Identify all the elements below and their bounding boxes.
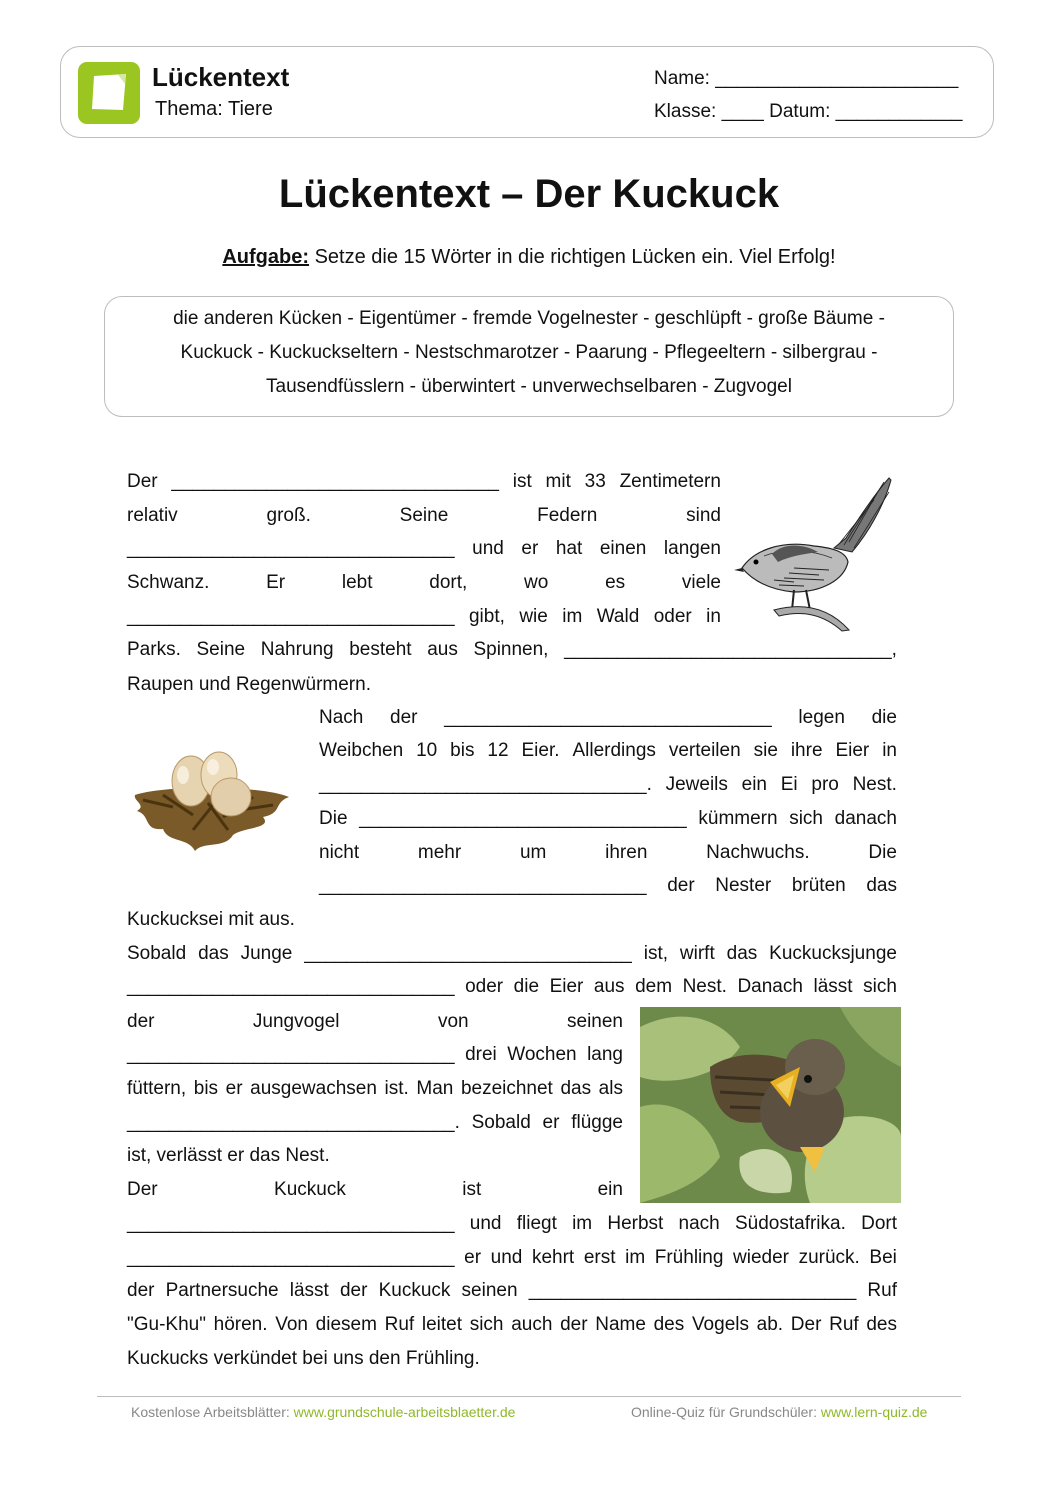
text-line <box>127 975 897 999</box>
text-word: Die <box>868 842 897 863</box>
text-word: relativ <box>127 505 178 526</box>
text-word: Er <box>266 572 286 593</box>
worksheet-logo-icon <box>78 62 140 124</box>
text-line <box>127 571 721 595</box>
text-word: mit <box>545 471 571 492</box>
text-word: Seine <box>399 505 449 526</box>
answer-blank[interactable]: _______________________________ <box>444 707 772 728</box>
text-word: Dort <box>861 1213 897 1234</box>
text-word: im <box>625 1247 646 1268</box>
text-word: Weibchen <box>319 740 404 761</box>
text-word: er <box>464 1247 482 1268</box>
text-word: sie <box>753 740 778 761</box>
text-word: ausgewachsen <box>250 1078 377 1099</box>
text-word: Spinnen, <box>473 639 549 660</box>
text-word: der <box>560 1314 588 1335</box>
answer-blank[interactable]: _______________________________, <box>564 639 897 660</box>
text-word: von <box>437 1011 469 1032</box>
text-word: zurück. <box>798 1247 860 1268</box>
footer-right <box>631 1404 927 1420</box>
text-word: als <box>598 1078 623 1099</box>
footer-divider <box>97 1396 961 1397</box>
word-bank-line: Kuckuck - Kuckuckseltern - Nestschmarotzer - Paarung - Pflegeeltern - silbergrau - <box>180 342 878 363</box>
text-word: im <box>562 606 583 627</box>
answer-blank[interactable]: _______________________________ <box>319 875 647 896</box>
text-word: Bei <box>869 1247 897 1268</box>
text-word: 33 <box>584 471 606 492</box>
text-word: er <box>225 1078 243 1099</box>
text-word: bis <box>193 1078 219 1099</box>
text-word: ein <box>597 1179 623 1200</box>
answer-blank[interactable]: _______________________________ <box>528 1280 857 1301</box>
text-word: nicht <box>319 842 360 863</box>
text-word: auch <box>511 1314 553 1335</box>
text-word: die <box>871 707 897 728</box>
text-line: Kuckucksei mit aus. <box>127 909 295 930</box>
text-word: lässt <box>813 976 853 997</box>
text-word: wie <box>519 606 548 627</box>
text-word: sind <box>686 505 721 526</box>
text-word: Von <box>275 1314 308 1335</box>
text-line <box>127 605 721 629</box>
answer-blank[interactable]: _______________________________ <box>127 606 455 627</box>
text-word: Nahrung <box>260 639 334 660</box>
text-word: bezeichnet <box>460 1078 553 1099</box>
text-word: Ruf <box>829 1314 859 1335</box>
text-word: lässt <box>289 1280 329 1301</box>
text-word: Vogels <box>691 1314 749 1335</box>
text-word: pro <box>811 774 839 795</box>
text-word: das <box>198 943 229 964</box>
text-word: ein <box>741 774 767 795</box>
text-word: Nest. <box>682 976 727 997</box>
text-word: und <box>469 1213 502 1234</box>
text-word: Schwanz. <box>127 572 210 593</box>
text-word: ist <box>512 471 532 492</box>
text-word: Wald <box>596 606 640 627</box>
text-word: das <box>560 1078 592 1099</box>
text-word: Zentimetern <box>619 471 721 492</box>
text-word: Die <box>319 808 348 829</box>
text-word: Sobald <box>471 1112 531 1133</box>
text-word: verteilen <box>668 740 741 761</box>
text-word: kehrt <box>531 1247 575 1268</box>
text-word: groß. <box>266 505 311 526</box>
text-word: Jeweils <box>665 774 728 795</box>
text-word: wo <box>524 572 549 593</box>
text-line <box>319 807 897 831</box>
text-word: Jungvogel <box>252 1011 340 1032</box>
text-word: legen <box>798 707 845 728</box>
answer-blank[interactable]: _______________________________ <box>171 471 499 492</box>
answer-blank[interactable]: _______________________________. <box>319 774 652 795</box>
answer-blank[interactable]: _______________________________ <box>127 1044 455 1065</box>
text-word: Seine <box>196 639 246 660</box>
text-word: 12 <box>487 740 509 761</box>
text-word: Herbst <box>607 1213 664 1234</box>
text-word: flügge <box>571 1112 623 1133</box>
text-word: Nest. <box>852 774 897 795</box>
text-word: drei <box>465 1044 497 1065</box>
text-word: Danach <box>737 976 803 997</box>
text-word: Parks. <box>127 639 181 660</box>
text-word: lebt <box>341 572 373 593</box>
name-field[interactable]: Name: _______________________ <box>654 68 959 89</box>
text-word: um <box>519 842 547 863</box>
text-word: die <box>513 976 540 997</box>
text-word: Eier <box>835 740 870 761</box>
text-word: aus <box>593 976 625 997</box>
text-word: aus <box>427 639 458 660</box>
text-line: ist, verlässt er das Nest. <box>127 1145 330 1166</box>
text-word: sich <box>789 808 823 829</box>
text-word: langen <box>663 538 721 559</box>
text-word: Man <box>416 1078 454 1099</box>
text-word: ist <box>462 1179 482 1200</box>
text-word: sich <box>469 1314 504 1335</box>
text-word: Name <box>595 1314 646 1335</box>
text-word: Partnersuche <box>165 1280 279 1301</box>
text-word: wirft <box>679 943 715 964</box>
word-bank-line: die anderen Kücken - Eigentümer - fremde Vogelnester - geschlüpft - große Bäume - <box>173 308 885 329</box>
footer-left-label: Kostenlose Arbeitsblätter: <box>131 1404 294 1420</box>
text-word: Eier <box>549 976 584 997</box>
text-word: "Gu-Khu" <box>127 1314 206 1335</box>
text-line: Raupen und Regenwürmern. <box>127 674 371 695</box>
text-word: nach <box>678 1213 720 1234</box>
text-word: Frühling <box>654 1247 724 1268</box>
text-word: füttern, <box>127 1078 187 1099</box>
text-word: Der <box>127 1179 158 1200</box>
text-word: oder <box>653 606 692 627</box>
text-word: Ruf <box>867 1280 897 1301</box>
answer-blank[interactable]: _______________________________ <box>127 1213 455 1234</box>
text-word: Der <box>790 1314 822 1335</box>
text-line <box>127 537 721 561</box>
text-line <box>127 1313 897 1337</box>
text-word: danach <box>834 808 897 829</box>
text-word: Sobald <box>127 943 187 964</box>
text-word: und <box>490 1247 523 1268</box>
text-word: im <box>572 1213 593 1234</box>
text-word: Eier. <box>521 740 560 761</box>
text-word: 10 <box>416 740 438 761</box>
text-line <box>127 942 897 966</box>
text-word: Federn <box>537 505 598 526</box>
text-word: der <box>390 707 418 728</box>
text-word: lang <box>587 1044 623 1065</box>
cuckoo-bird-illustration <box>734 470 894 632</box>
text-word: Allerdings <box>572 740 656 761</box>
text-word: mehr <box>417 842 462 863</box>
text-word: Nachwuchs. <box>706 842 810 863</box>
text-word: Ruf <box>384 1314 415 1335</box>
nest-with-eggs-illustration <box>133 745 291 855</box>
text-word: Ei <box>780 774 798 795</box>
text-word: diesem <box>315 1314 377 1335</box>
text-word: Wochen <box>507 1044 577 1065</box>
text-word: seinen <box>461 1280 518 1301</box>
text-line <box>127 1212 897 1236</box>
text-line <box>127 470 721 494</box>
page-title: Lückentext – Der Kuckuck <box>278 172 780 216</box>
task-label: Aufgabe: <box>222 246 310 268</box>
text-word: Junge <box>240 943 293 964</box>
text-word: hat <box>555 538 583 559</box>
text-line <box>319 773 897 797</box>
footer-left-link[interactable]: www.grundschule-arbeitsblaetter.de <box>293 1404 516 1420</box>
text-word: dem <box>635 976 673 997</box>
text-word: ist. <box>384 1078 409 1099</box>
text-word: ist, <box>643 943 669 964</box>
text-word: Kuckuck <box>378 1280 451 1301</box>
text-word: bis <box>450 740 475 761</box>
text-word: wieder <box>733 1247 789 1268</box>
task-text: Setze die 15 Wörter in die richtigen Lücken ein. Viel Erfolg! <box>309 246 836 268</box>
text-word: sich <box>863 976 897 997</box>
text-word: der <box>339 1280 368 1301</box>
text-word: ihre <box>790 740 823 761</box>
text-line <box>127 504 721 528</box>
text-word: in <box>706 606 721 627</box>
footer-left <box>131 1404 515 1420</box>
text-line <box>127 1077 623 1101</box>
text-word: Kuckucksjunge <box>769 943 897 964</box>
answer-blank[interactable]: _______________________________ <box>127 1247 455 1268</box>
footer-right-link[interactable]: www.lern-quiz.de <box>820 1404 928 1420</box>
text-word: der <box>127 1011 155 1032</box>
text-line <box>127 1246 897 1270</box>
text-word: viele <box>681 572 721 593</box>
answer-blank[interactable]: _______________________________ <box>127 538 455 559</box>
text-line <box>127 1043 623 1067</box>
text-word: kümmern <box>698 808 778 829</box>
text-line <box>319 706 897 730</box>
text-word: Der <box>127 471 158 492</box>
text-line <box>127 1010 623 1034</box>
text-word: Kuckuck <box>274 1179 346 1200</box>
text-line: Kuckucks verkündet bei uns den Frühling. <box>127 1348 480 1369</box>
text-line <box>319 739 897 763</box>
text-word: brüten <box>791 875 846 896</box>
text-line <box>319 874 897 898</box>
text-word: des <box>653 1314 685 1335</box>
text-line <box>127 1279 897 1303</box>
text-word: erst <box>583 1247 616 1268</box>
answer-blank[interactable]: _______________________________ <box>127 976 455 997</box>
text-word: Nester <box>715 875 772 896</box>
text-word: das <box>866 875 897 896</box>
text-word: fliegt <box>516 1213 557 1234</box>
text-line <box>127 1178 623 1202</box>
header-title: Lückentext <box>152 62 290 92</box>
footer-right-label: Online-Quiz für Grundschüler: <box>631 1404 821 1420</box>
text-word: in <box>882 740 897 761</box>
text-word: und <box>472 538 504 559</box>
text-word: er <box>542 1112 560 1133</box>
text-line <box>127 1111 623 1135</box>
text-line <box>319 841 897 865</box>
text-word: das <box>726 943 758 964</box>
text-word: hören. <box>213 1314 268 1335</box>
text-word: der <box>127 1280 155 1301</box>
word-bank-line: Tausendfüsslern - überwintert - unverwechselbaren - Zugvogel <box>266 376 792 397</box>
text-word: es <box>605 572 626 593</box>
class-date-field[interactable]: Klasse: ____ Datum: ____________ <box>654 101 963 122</box>
text-word: einen <box>599 538 647 559</box>
text-word: der <box>667 875 695 896</box>
answer-blank[interactable]: _______________________________ <box>304 943 632 964</box>
task-instruction <box>0 246 1058 269</box>
text-word: besteht <box>349 639 412 660</box>
text-word: Südostafrika. <box>734 1213 846 1234</box>
text-word: gibt, <box>468 606 505 627</box>
text-line <box>127 638 897 662</box>
text-word: Nach <box>319 707 364 728</box>
answer-blank[interactable]: _______________________________ <box>359 808 687 829</box>
text-word: ihren <box>605 842 648 863</box>
text-word: er <box>521 538 539 559</box>
cuckoo-chick-photo <box>640 1007 901 1203</box>
text-word: leitet <box>421 1314 463 1335</box>
answer-blank[interactable]: _______________________________. <box>127 1112 460 1133</box>
text-word: oder <box>465 976 504 997</box>
text-word: ab. <box>756 1314 784 1335</box>
header-theme: Thema: Tiere <box>155 98 273 120</box>
text-word: seinen <box>567 1011 623 1032</box>
text-word: des <box>866 1314 897 1335</box>
text-word: dort, <box>429 572 468 593</box>
